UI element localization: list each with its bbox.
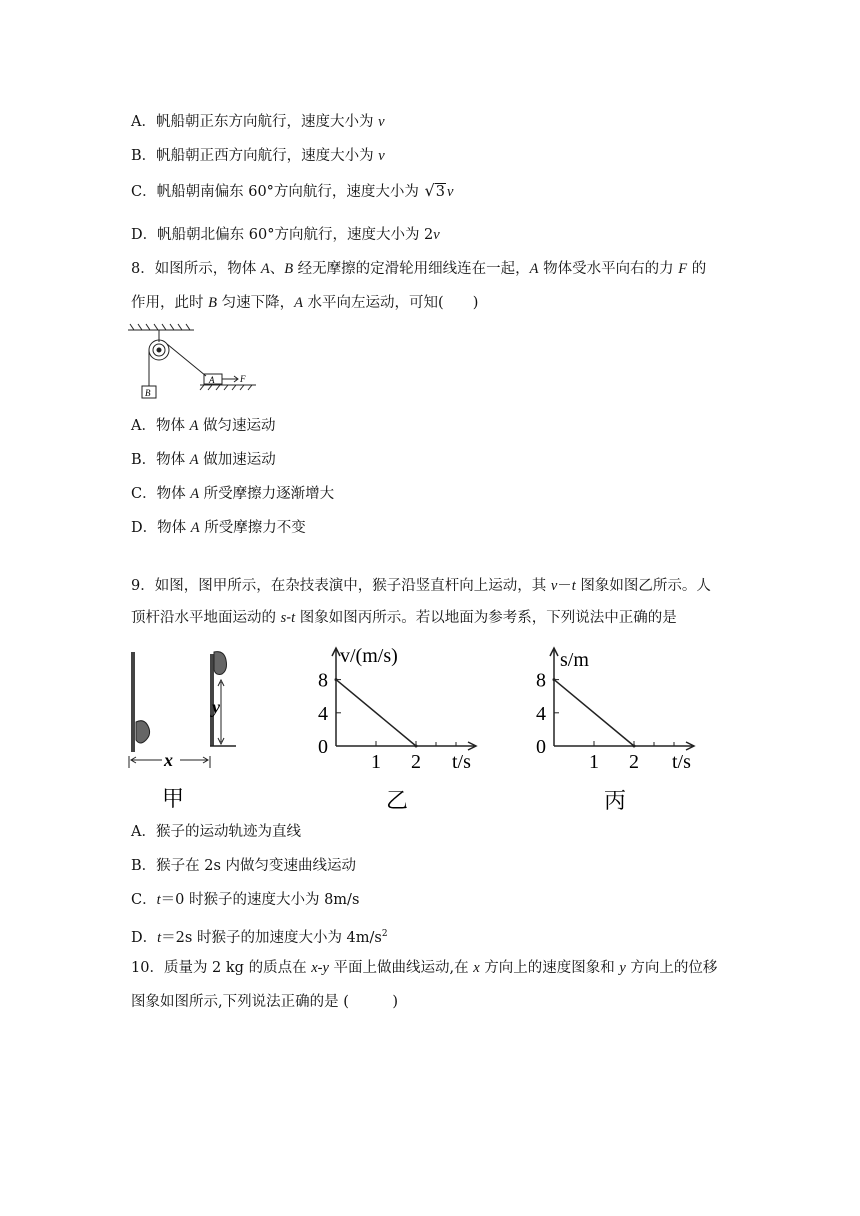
label-x: x xyxy=(164,750,173,770)
y-tick-label: 4 xyxy=(536,702,546,725)
y-tick-label: 0 xyxy=(536,736,546,758)
q8-stem-line2: 作用，此时 B 匀速下降，A 水平向左运动，可知( ) xyxy=(131,295,479,311)
q7-option-d: D．帆船朝北偏东 60°方向航行，速度大小为 2v xyxy=(131,227,440,243)
series-line xyxy=(554,680,634,746)
x-tick-label: 2 xyxy=(629,751,639,773)
label-y: y xyxy=(212,697,220,717)
q10-stem-line1: 10．质量为 2 kg 的质点在 x-y 平面上做曲线运动,在 x 方向上的速度图象和 y 方向上的位移 xyxy=(131,960,718,976)
y-tick-label: 0 xyxy=(318,736,328,758)
q8-option-d: D．物体 A 所受摩擦力不变 xyxy=(131,520,306,536)
y-tick-label: 8 xyxy=(318,669,328,692)
q9-option-c: C．t＝0 时猴子的速度大小为 8m/s xyxy=(131,892,360,908)
q10-stem-line2: 图象如图所示,下列说法正确的是 ( ) xyxy=(131,994,399,1010)
chart-yi xyxy=(306,640,486,816)
chart-bing-xlabel: t/s xyxy=(672,751,691,773)
data-point xyxy=(415,745,418,748)
x-tick-label: 1 xyxy=(371,751,381,773)
y-tick-label: 4 xyxy=(318,702,328,725)
data-point xyxy=(633,745,636,748)
q7-option-c: C．帆船朝南偏东 60°方向航行，速度大小为 √3 v xyxy=(131,181,454,200)
chart-yi-xlabel: t/s xyxy=(452,751,471,773)
label-a: A xyxy=(209,375,215,385)
x-tick-label: 1 xyxy=(589,751,599,773)
pulley-figure xyxy=(126,322,266,402)
q8-option-c: C．物体 A 所受摩擦力逐渐增大 xyxy=(131,486,335,502)
chart-bing-caption: 丙 xyxy=(604,788,627,813)
series-line xyxy=(336,680,416,746)
q9-option-a: A．猴子的运动轨迹为直线 xyxy=(131,824,301,840)
chart-bing xyxy=(524,640,704,816)
figure-jia xyxy=(124,644,244,814)
q9-stem-line2: 顶杆沿水平地面运动的 s-t 图象如图丙所示。若以地面为参考系，下列说法中正确的是 xyxy=(131,610,677,626)
q8-option-b: B．物体 A 做加速运动 xyxy=(131,452,276,468)
data-point xyxy=(553,678,556,681)
q7-option-a: A．帆船朝正东方向航行，速度大小为 v xyxy=(131,114,385,130)
label-b: B xyxy=(145,388,151,398)
q9-stem-line1: 9．如图，图甲所示，在杂技表演中，猴子沿竖直杆向上运动，其 v－t 图象如图乙所示。人 xyxy=(131,578,711,594)
sqrt-expression: √3 xyxy=(424,181,445,200)
chart-yi-ylabel: v/(m/s) xyxy=(340,645,398,667)
q9-option-b: B．猴子在 2s 内做匀变速曲线运动 xyxy=(131,858,357,874)
q8-option-a: A．物体 A 做匀速运动 xyxy=(131,418,276,434)
q7-option-b: B．帆船朝正西方向航行，速度大小为 v xyxy=(131,148,385,164)
y-tick-label: 8 xyxy=(536,669,546,692)
q8-stem-line1: 8．如图所示，物体 A、B 经无摩擦的定滑轮用细线连在一起，A 物体受水平向右的力 F 的 xyxy=(131,261,707,277)
chart-yi-caption: 乙 xyxy=(386,788,409,813)
data-point xyxy=(335,678,338,681)
caption-jia: 甲 xyxy=(162,786,185,811)
chart-bing-ylabel: s/m xyxy=(560,649,589,671)
q9-option-d: D．t＝2s 时猴子的加速度大小为 $4m/s^2$ xyxy=(131,929,388,946)
x-tick-label: 2 xyxy=(411,751,421,773)
label-f: F xyxy=(240,374,246,384)
